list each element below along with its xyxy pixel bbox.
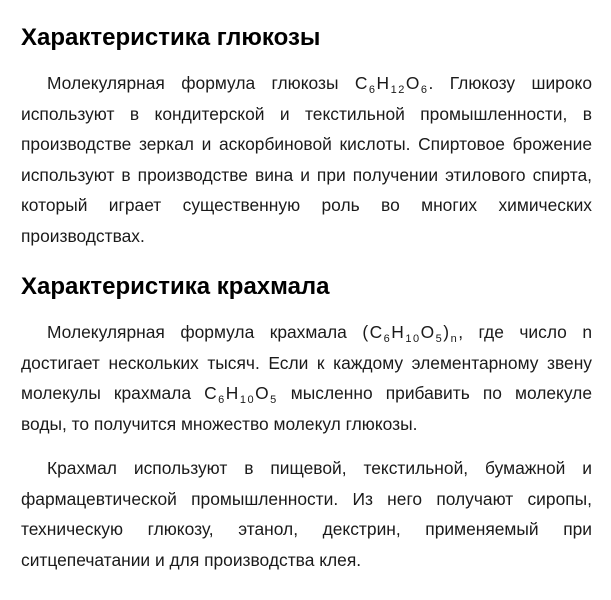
formula-paren-open: ( [362,322,370,342]
glucose-heading: Характеристика глюкозы [21,24,321,51]
formula-index-c: 6 [218,394,226,406]
formula-element-c: C [369,322,384,342]
formula-index-o: 5 [270,394,278,406]
formula-index-h: 10 [405,333,421,345]
starch-polymer-formula [362,322,459,345]
starch-paragraph-1 [21,317,592,439]
formula-element-h: H [225,383,240,403]
formula-element-o: O [255,383,271,403]
formula-index-c: 6 [368,84,377,96]
formula-index-h: 12 [390,84,406,96]
starch-text-end: мысленно прибавить по молекуле воды, то получится множество молекул глюкозы. [21,383,592,434]
starch-text-middle: , где число n достигает нескольких тысяч. Если к каждому элементарному звену молекулы крахмала [21,322,592,403]
formula-index-c: 6 [383,333,392,345]
formula-index-h: 10 [239,394,256,406]
formula-index-n: n [450,333,459,345]
formula-index-o: 6 [420,84,429,96]
formula-element-o: O [405,73,421,93]
starch-text-intro: Молекулярная формула крахмала [47,322,363,342]
formula-element-o: O [420,322,436,342]
formula-paren-close: ) [443,322,451,342]
formula-element-c: C [354,73,369,93]
formula-index-o: 5 [435,333,444,345]
glucose-text-rest: . Глюкозу широко используют в кондитерской и текстильной промышленности, в производстве зеркал и аскорбиновой кислоты. Спиртовое брожение используют в производстве вина и при получении этилового спирта, который играет существенную роль во многих химических производствах. [21,73,592,246]
formula-element-h: H [376,73,391,93]
starch-heading: Характеристика крахмала [21,273,330,300]
formula-element-h: H [391,322,406,342]
glucose-formula [354,73,429,96]
glucose-text-intro: Молекулярная формула глюкозы [47,73,355,93]
starch-paragraph-2: Крахмал используют в пищевой, текстильной, бумажной и фармацевтической промышленности. Из него получают сиропы, техническую глюкозу, этанол, декстрин, применяемый при ситцепечатании и для производства клея. [21,458,592,570]
starch-unit-formula [204,383,278,406]
glucose-paragraph [21,68,592,251]
formula-element-c: C [204,383,219,403]
